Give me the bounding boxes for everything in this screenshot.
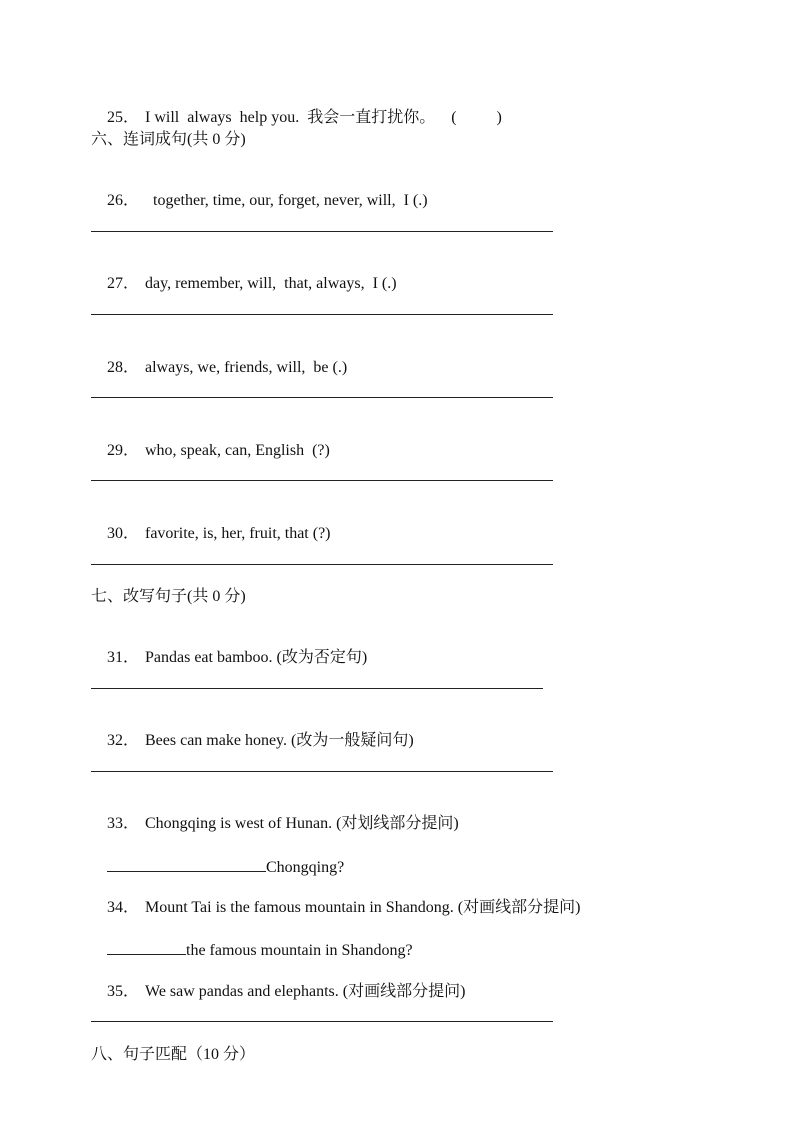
question-number: 28． (107, 359, 140, 376)
question-number: 29． (107, 442, 140, 459)
answer-tail: Chongqing? (266, 859, 345, 876)
question-29 (91, 421, 330, 481)
question-number: 32． (107, 732, 140, 749)
question-number: 25． (107, 109, 140, 126)
answer-line-29[interactable] (91, 480, 553, 481)
question-number: 33． (107, 815, 140, 832)
question-text: Mount Tai is the famous mountain in Shandong. (对画线部分提问) (145, 899, 581, 916)
answer-line-28[interactable] (91, 397, 553, 398)
question-31 (91, 628, 367, 688)
question-number: 26． (107, 192, 140, 209)
section-title-7: 七、改写句子(共 0 分) (91, 588, 246, 605)
answer-blank-34[interactable] (107, 940, 186, 955)
section-title-8: 八、句子匹配（10 分） (91, 1046, 256, 1063)
question-28 (91, 338, 347, 398)
question-number: 27． (107, 275, 140, 292)
question-32 (91, 711, 414, 771)
answer-blank-33a[interactable] (107, 857, 187, 872)
question-30 (91, 504, 331, 564)
question-text: favorite, is, her, fruit, that (?) (145, 525, 331, 542)
question-number: 35． (107, 983, 140, 1000)
answer-line-31[interactable] (91, 688, 543, 689)
question-text: Pandas eat bamboo. (改为否定句) (145, 649, 368, 666)
question-number: 31． (107, 649, 140, 666)
question-text: Chongqing is west of Hunan. (对划线部分提问) (145, 815, 459, 832)
question-35 (91, 962, 465, 1022)
question-number: 34． (107, 899, 140, 916)
answer-line-32[interactable] (91, 771, 553, 772)
answer-line-35[interactable] (91, 1021, 553, 1022)
answer-line-30[interactable] (91, 564, 553, 565)
question-text: Bees can make honey. (改为一般疑问句) (145, 732, 414, 749)
question-text: together, time, our, forget, never, will, I (.) (145, 192, 428, 209)
question-26 (91, 171, 428, 231)
question-27 (91, 254, 397, 314)
answer-line-26[interactable] (91, 231, 553, 232)
question-text: day, remember, will, that, always, I (.) (145, 275, 397, 292)
answer-line-27[interactable] (91, 314, 553, 315)
answer-paren-open: ( (451, 109, 457, 126)
question-text: I will always help you. 我会一直打扰你。 (145, 109, 436, 126)
question-text: always, we, friends, will, be (.) (145, 359, 348, 376)
section-title-6: 六、连词成句(共 0 分) (91, 131, 246, 148)
answer-blank-33b[interactable] (187, 857, 266, 872)
answer-tail: the famous mountain in Shandong? (186, 942, 413, 959)
question-number: 30． (107, 525, 140, 542)
answer-paren-close: ) (496, 109, 502, 126)
question-text: who, speak, can, English (?) (145, 442, 330, 459)
question-text: We saw pandas and elephants. (对画线部分提问) (145, 983, 466, 1000)
